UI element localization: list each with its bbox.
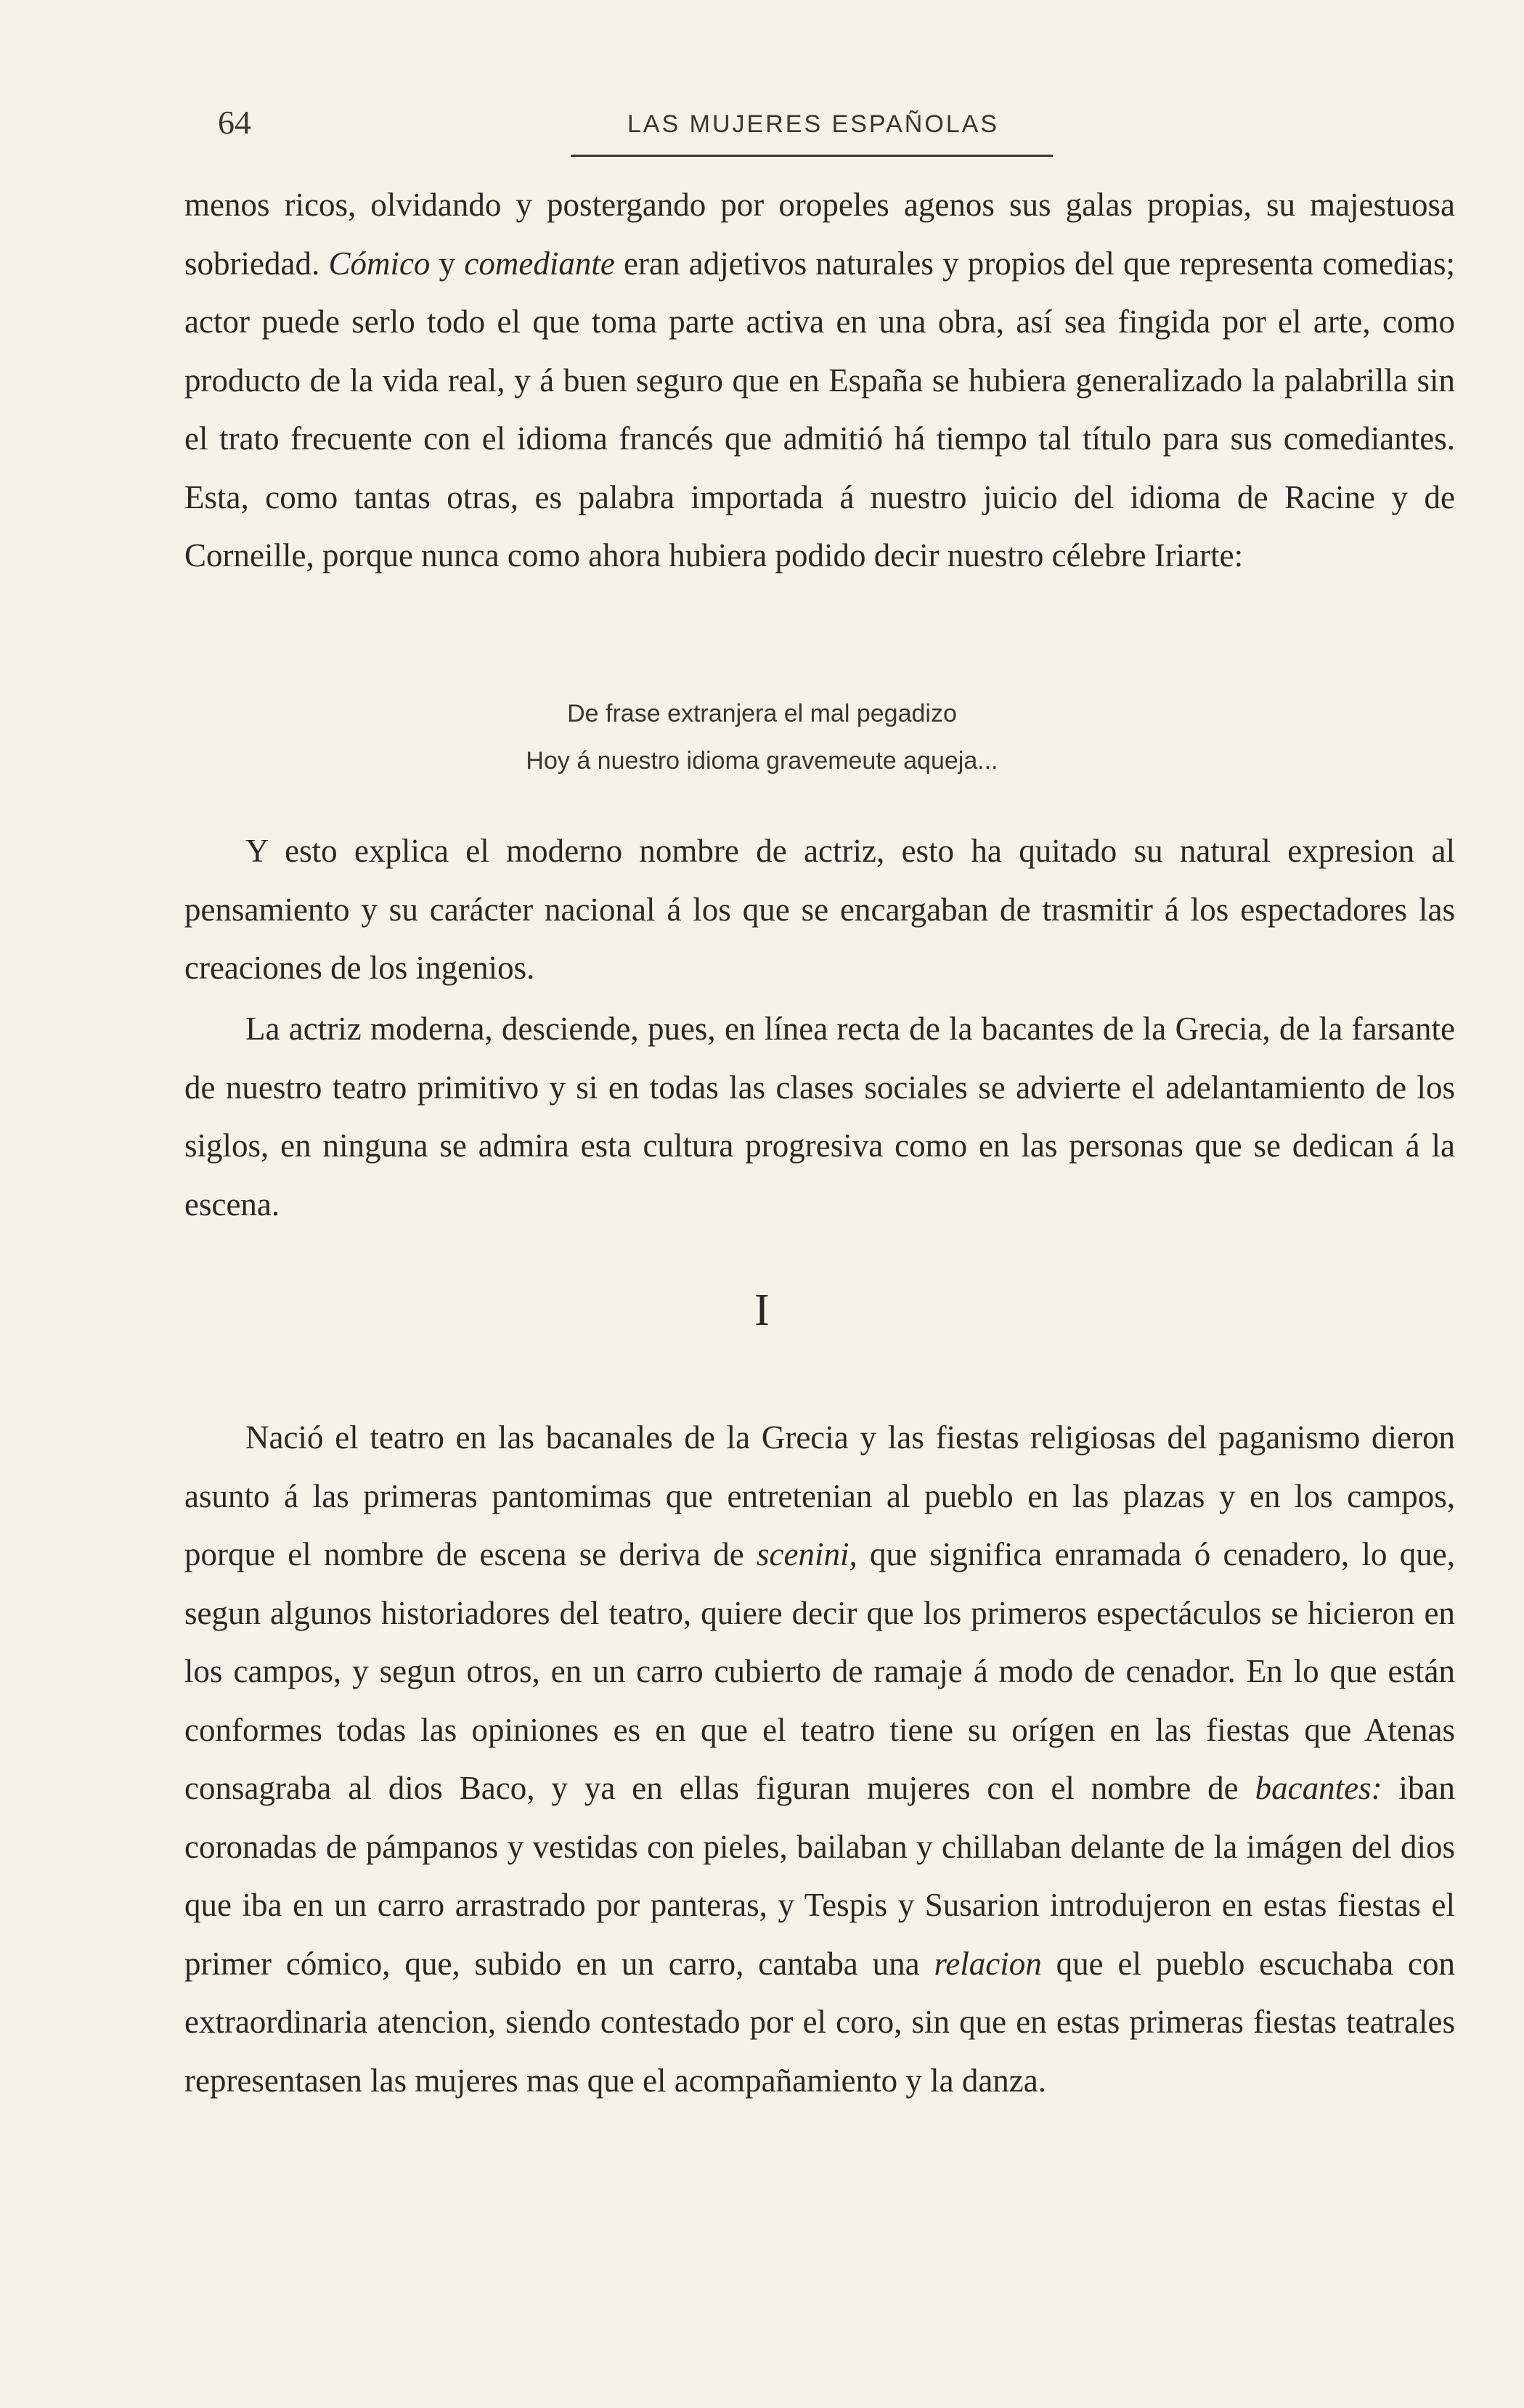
para4-italic-bacantes: bacantes: (1255, 1770, 1382, 1806)
running-head: LAS MUJERES ESPAÑOLAS (627, 110, 1000, 138)
verse-line-2: Hoy á nuestro idioma gravemeute aqueja... (526, 747, 998, 775)
para4-text-b: que significa enramada ó cenadero, lo que, segun algunos historiadores del teatro, quiere decir que los primeros espectáculos se hicieron en los campos, y segun otros, en un carro cubierto de ramaje á modo de cenador. En lo que están conformes todas las opiniones es en que el teatro tiene su orígen en las fiestas que Atenas consagraba al dios Baco, y ya en ellas figuran mujeres con el nombre de (184, 1536, 1455, 1806)
para4-italic-relacion: relacion (934, 1945, 1042, 1982)
header-rule (571, 155, 1053, 157)
para2-text: Y esto explica el moderno nombre de actriz, esto ha quitado su natural expresion al pensamiento y su carácter nacional á los que se encargaban de trasmitir á los espectadores las creaciones de los ingenios. (184, 833, 1455, 986)
paragraph-4 (184, 1408, 1455, 2110)
paragraph-3 (184, 1000, 1455, 1233)
para4-text-a: Nació el teatro en las bacanales de la Grecia y las fiestas religiosas del paganismo dieron asunto á las primeras pantomimas que entretenian al pueblo en las plazas y en los campos, porque el nombre de escena se deriva de (184, 1419, 1455, 1572)
section-numeral: I (754, 1286, 770, 1335)
verse-line-1: De frase extranjera el mal pegadizo (567, 700, 957, 727)
para4-text-d: que el pueblo escuchaba con extraordinaria atencion, siendo contestado por el coro, sin que en estas primeras fiestas teatrales representasen las mujeres mas que el acompañamiento y la danza. (184, 1945, 1455, 2099)
para1-text-a: menos ricos, olvidando y postergando por oropeles agenos sus galas propias, su majestuosa sobriedad. (184, 187, 1455, 282)
para1-text-c: eran adjetivos naturales y propios del que representa comedias; actor puede serlo todo el que toma parte activa en una obra, así sea fingida por el arte, como producto de la vida real, y á buen seguro que en España se hubiera generalizado la palabrilla sin el trato frecuente con el idioma francés que admitió há tiempo tal título para sus comediantes. Esta, como tantas otras, es palabra importada á nuestro juicio del idioma de Racine y de Corneille, porque nunca como ahora hubiera podido decir nuestro célebre Iriarte: (184, 245, 1455, 574)
para1-text-b: y (430, 245, 465, 282)
page-number: 64 (218, 104, 251, 141)
para4-italic-scenini: scenini, (757, 1536, 857, 1572)
paragraph-1 (184, 176, 1455, 585)
paragraph-2 (184, 822, 1455, 997)
para1-italic-comico: Cómico (328, 245, 431, 282)
para3-text: La actriz moderna, desciende, pues, en línea recta de la bacantes de la Grecia, de la farsante de nuestro teatro primitivo y si en todas las clases sociales se advierte el adelantamiento de los siglos, en ninguna se admira esta cultura progresiva como en las personas que se dedican á la escena. (184, 1011, 1455, 1223)
para1-italic-comediante: comediante (464, 245, 615, 282)
para4-text-c: iban coronadas de pámpanos y vestidas con pieles, bailaban y chillaban delante de la imágen del dios que iba en un carro arrastrado por panteras, y Tespis y Susarion introdujeron en estas fiestas el primer cómico, que, subido en un carro, cantaba una (184, 1770, 1455, 1982)
